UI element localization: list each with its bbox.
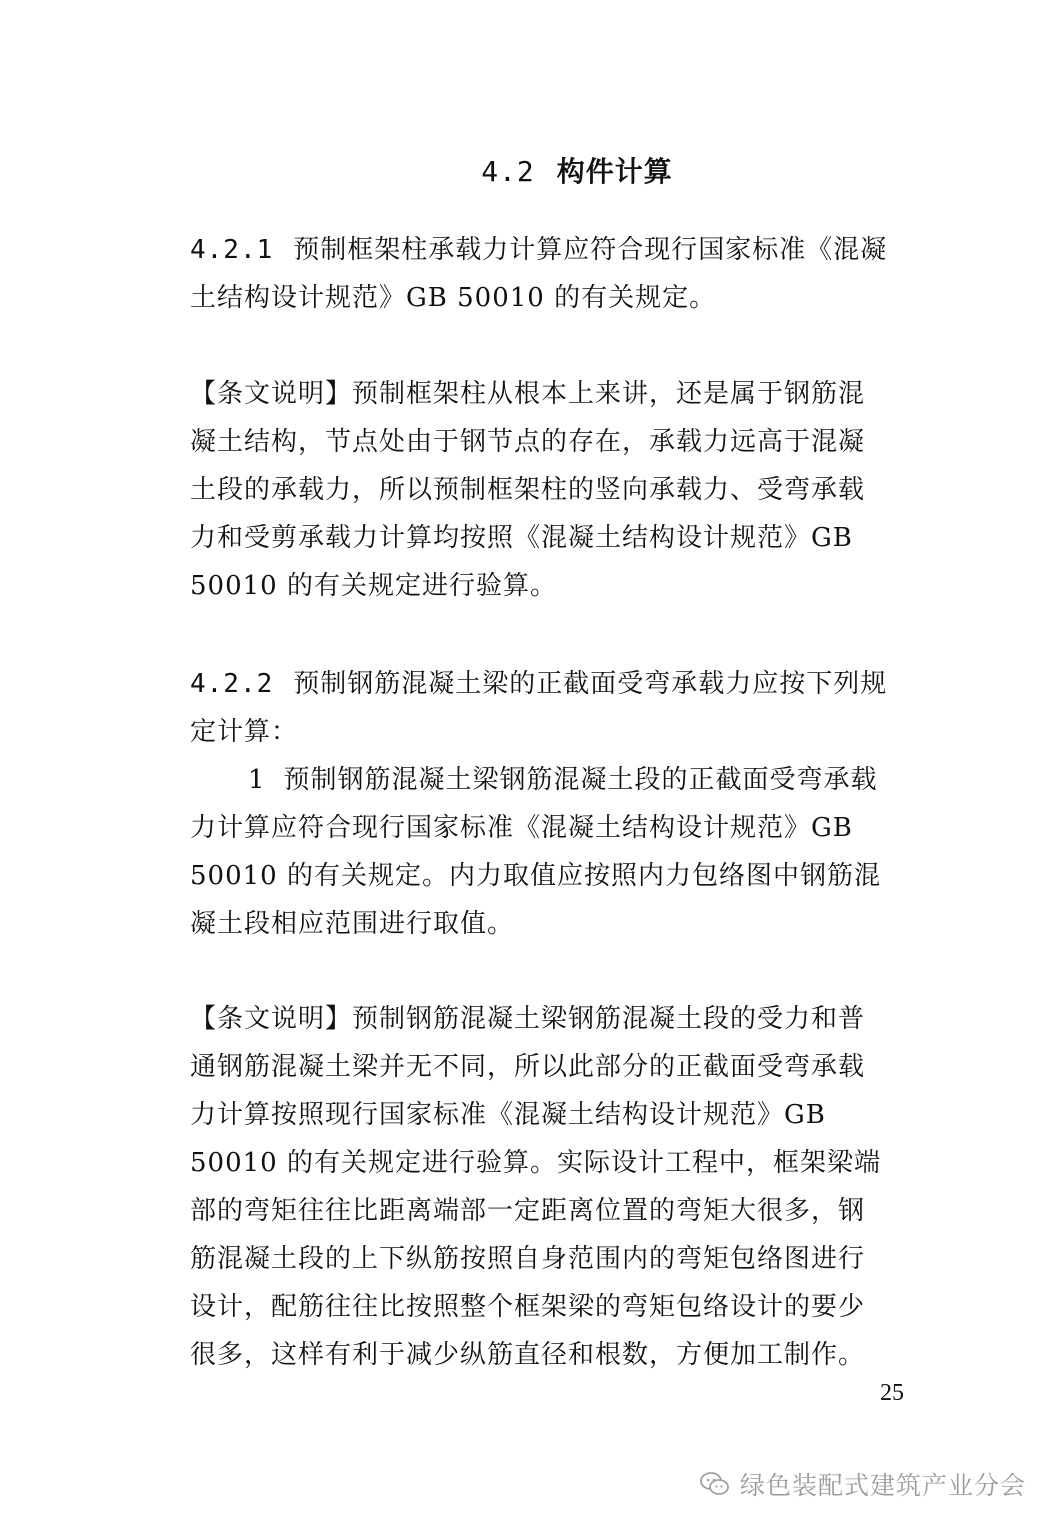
clause-text: 预制框架柱承载力计算应符合现行国家标准《混凝 — [293, 235, 888, 265]
explanation-line: 筋混凝土段的上下纵筋按照自身范围内的弯矩包络图进行 — [190, 1244, 866, 1274]
item-line — [190, 756, 910, 804]
explanation-line: 很多，这样有利于减少纵筋直径和根数，方便加工制作。 — [190, 1340, 866, 1370]
clause-text: 预制钢筋混凝土梁的正截面受弯承载力应按下列规 — [293, 669, 888, 699]
clause-line: 定计算： — [190, 717, 299, 747]
explanation-line: 设计，配筋往往比按照整个框架梁的弯矩包络设计的要少 — [190, 1292, 866, 1322]
clause-line: 土结构设计规范》GB 50010 的有关规定。 — [190, 283, 717, 313]
explanation-line: 【条文说明】预制框架柱从根本上来讲，还是属于钢筋混 — [190, 379, 866, 409]
explanation-line: 力计算按照现行国家标准《混凝土结构设计规范》GB — [190, 1100, 826, 1130]
watermark-text: 绿色装配式建筑产业分会 — [739, 1471, 1026, 1500]
explanation-line: 部的弯矩往往比距离端部一定距离位置的弯矩大很多，钢 — [190, 1196, 866, 1226]
explanation-line: 【条文说明】预制钢筋混凝土梁钢筋混凝土段的受力和普 — [190, 1004, 866, 1034]
clause-4-2-2 — [190, 660, 910, 948]
explanation-line: 凝土结构，节点处由于钢节点的存在，承载力远高于混凝 — [190, 427, 866, 457]
section-number: 4.2 — [481, 155, 535, 188]
section-heading: 构件计算 — [556, 155, 673, 188]
explanation-line: 50010 的有关规定进行验算。 — [190, 571, 557, 601]
wechat-icon — [700, 1471, 730, 1497]
clause-number: 4.2.1 — [190, 235, 274, 265]
clause-line — [190, 660, 910, 708]
page-number: 25 — [880, 1380, 904, 1406]
explanation-line: 50010 的有关规定进行验算。实际设计工程中，框架梁端 — [190, 1148, 881, 1178]
item-number: 1 — [248, 765, 266, 795]
explanation-line: 土段的承载力，所以预制框架柱的竖向承载力、受弯承载 — [190, 475, 866, 505]
item-line: 50010 的有关规定。内力取值应按照内力包络图中钢筋混 — [190, 861, 881, 891]
clause-line — [190, 226, 910, 274]
clause-explanation-2 — [190, 995, 910, 1379]
clause-explanation-1 — [190, 370, 910, 610]
item-line: 力计算应符合现行国家标准《混凝土结构设计规范》GB — [190, 813, 853, 843]
watermark — [700, 1466, 1026, 1502]
clause-number: 4.2.2 — [190, 669, 274, 699]
explanation-line: 力和受剪承载力计算均按照《混凝土结构设计规范》GB — [190, 523, 853, 553]
clause-4-2-1 — [190, 226, 910, 322]
explanation-line: 通钢筋混凝土梁并无不同，所以此部分的正截面受弯承载 — [190, 1052, 866, 1082]
item-line: 凝土段相应范围进行取值。 — [190, 909, 515, 939]
item-text: 预制钢筋混凝土梁钢筋混凝土段的正截面受弯承载 — [283, 765, 878, 795]
section-title — [0, 150, 1058, 190]
